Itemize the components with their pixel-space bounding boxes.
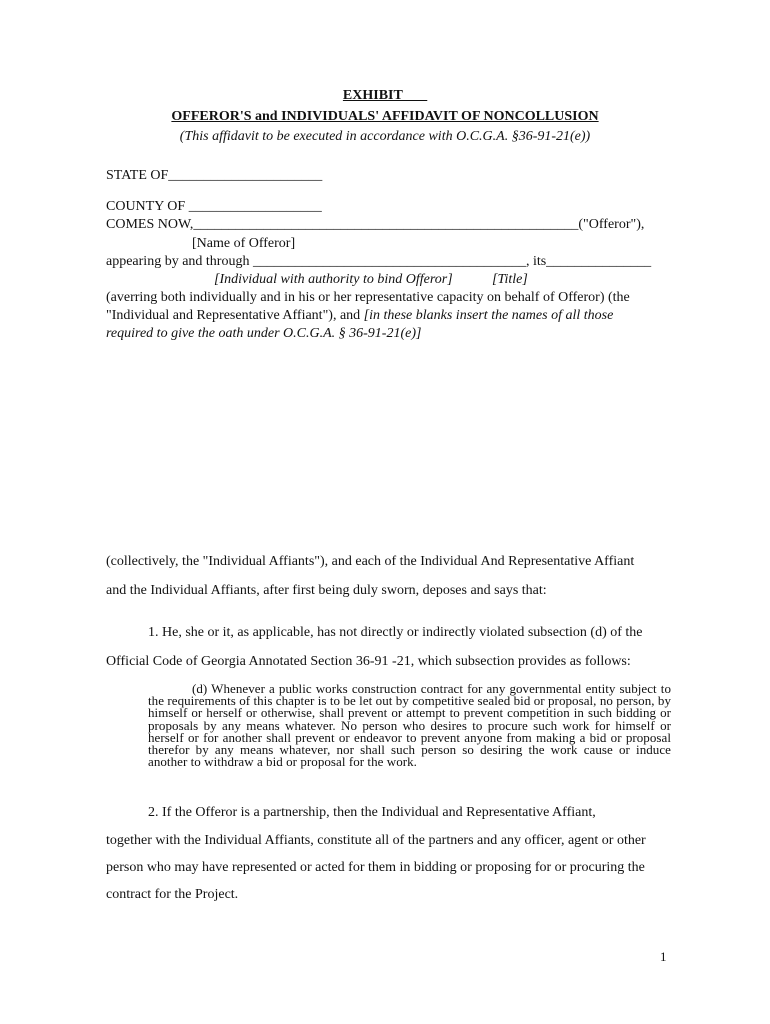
averring-line-3: required to give the oath under O.C.G.A. § 36-91-21(e)] [106, 326, 422, 341]
averring-line-2-text: "Individual and Representative Affiant"), and [106, 308, 364, 323]
item-2-line-4: contract for the Project. [106, 887, 239, 902]
page-number: 1 [660, 949, 667, 964]
document-title: OFFEROR'S and INDIVIDUALS' AFFIDAVIT OF NONCOLLUSION [171, 109, 599, 124]
appearing-field: appearing by and through _______________________________________, its_______________ [106, 254, 652, 269]
item-2-line-3: person who may have represented or acted for them in bidding or proposing for or procuring the [106, 860, 645, 875]
title-caption: [Title] [492, 272, 528, 287]
name-of-offeror-caption: [Name of Offeror] [192, 236, 296, 251]
comes-now-field: COMES NOW,_______________________________________________________("Offeror"), [106, 217, 645, 232]
item-2-line-1: 2. If the Offeror is a partnership, then the Individual and Representative Affiant, [148, 805, 596, 820]
item-1-line-2: Official Code of Georgia Annotated Section 36-91 -21, which subsection provides as follows: [106, 654, 631, 669]
state-field: STATE OF______________________ [106, 168, 323, 183]
exhibit-heading: EXHIBIT ___ [342, 88, 428, 103]
item-2-line-2: together with the Individual Affiants, constitute all of the partners and any officer, agent or other [106, 833, 646, 848]
statute-quote [148, 683, 671, 768]
collectively-line: (collectively, the "Individual Affiants"), and each of the Individual And Representative Affiant [106, 554, 635, 569]
county-field: COUNTY OF ___________________ [106, 199, 322, 214]
item-1-line-1: 1. He, she or it, as applicable, has not directly or indirectly violated subsection (d) of the [148, 625, 643, 640]
sworn-line: and the Individual Affiants, after first being duly sworn, deposes and says that: [106, 583, 547, 598]
averring-line-2 [106, 308, 613, 324]
individual-authority-caption: [Individual with authority to bind Offeror] [214, 272, 453, 287]
document-subtitle: (This affidavit to be executed in accordance with O.C.G.A. §36-91-21(e)) [179, 129, 591, 144]
averring-line-1: (averring both individually and in his or her representative capacity on behalf of Offeror) (the [106, 290, 630, 305]
averring-line-2-instruction: [in these blanks insert the names of all those [363, 308, 614, 323]
statute-quote-text: (d) Whenever a public works construction contract for any governmental entity subject to the requirements of this chapter is to be let out by competitive sealed bid or proposal, no person, by himself or herself or otherwise, shall prevent or attempt to prevent competition in such bidding or proposals by any means whatever. No person who desires to procure such work for himself or herself or for another shall prevent or endeavor to prevent anyone from making a bid or proposal therefor by any means whatever, nor shall such person so desiring the work cause or induce another to withdraw a bid or proposal for the work. [148, 681, 671, 770]
